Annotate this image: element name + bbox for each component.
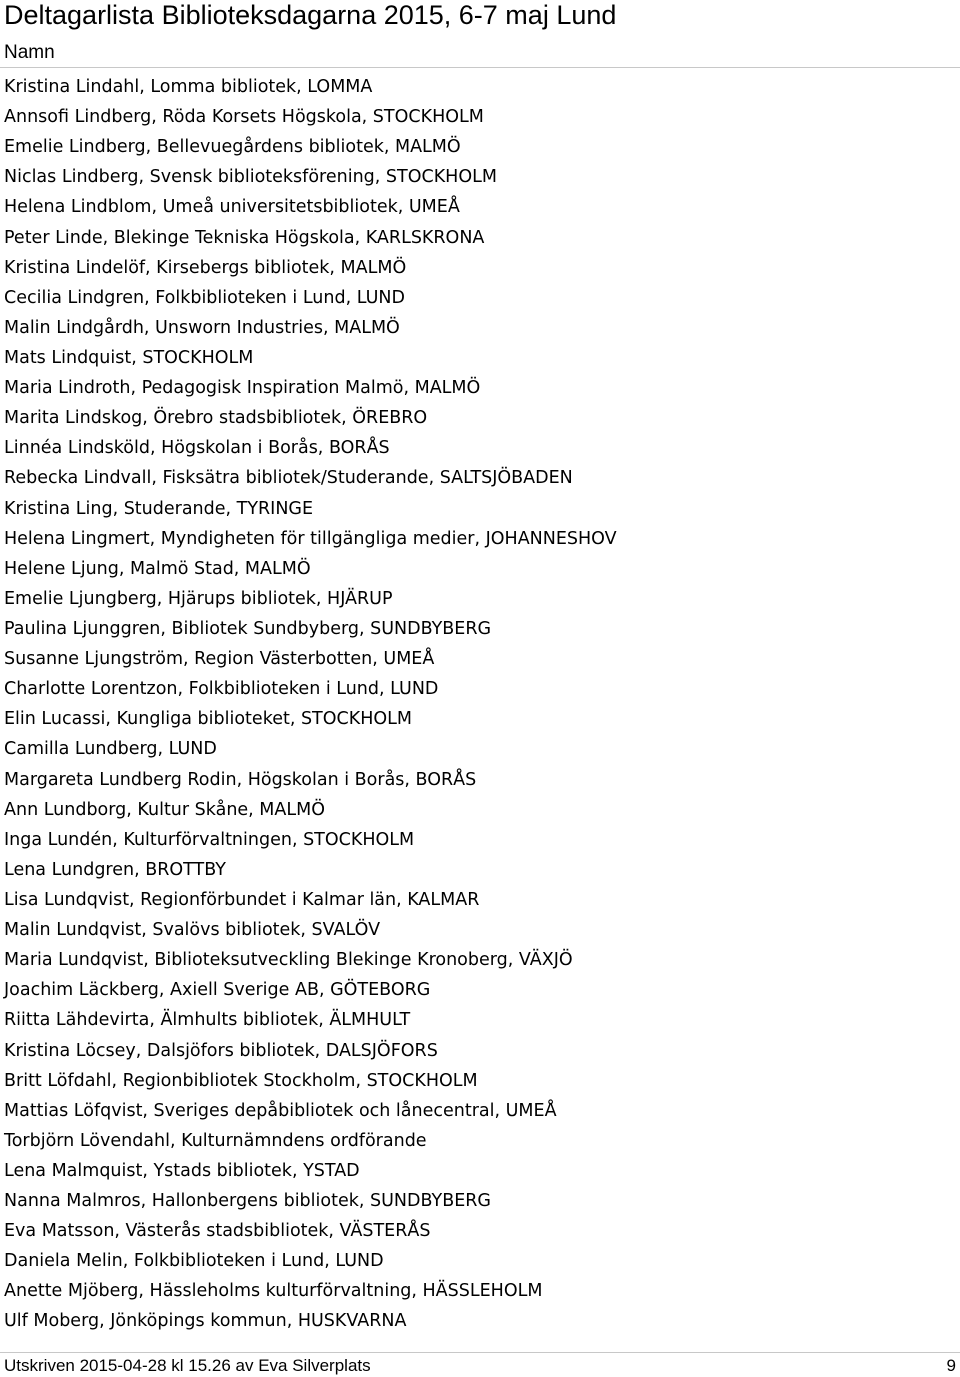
list-item: Maria Lindroth, Pedagogisk Inspiration Malmö, MALMÖ bbox=[4, 378, 481, 399]
list-item: Lena Lundgren, BROTTBY bbox=[4, 859, 226, 880]
list-item: Anette Mjöberg, Hässleholms kulturförvaltning, HÄSSLEHOLM bbox=[4, 1281, 543, 1302]
list-item: Kristina Ling, Studerande, TYRINGE bbox=[4, 498, 314, 519]
list-item: Joachim Läckberg, Axiell Sverige AB, GÖTEBORG bbox=[4, 980, 431, 1001]
list-item: Eva Matsson, Västerås stadsbibliotek, VÄSTERÅS bbox=[4, 1221, 431, 1242]
list-item: Britt Löfdahl, Regionbibliotek Stockholm, STOCKHOLM bbox=[4, 1070, 478, 1091]
page-title: Deltagarlista Biblioteksdagarna 2015, 6-7 maj Lund bbox=[4, 0, 617, 30]
list-item: Lena Malmquist, Ystads bibliotek, YSTAD bbox=[4, 1160, 360, 1181]
list-item: Rebecka Lindvall, Fisksätra bibliotek/Studerande, SALTSJÖBADEN bbox=[4, 468, 573, 489]
list-item: Marita Lindskog, Örebro stadsbibliotek, ÖREBRO bbox=[4, 408, 428, 429]
list-item: Cecilia Lindgren, Folkbiblioteken i Lund, LUND bbox=[4, 287, 405, 308]
list-item: Ulf Moberg, Jönköpings kommun, HUSKVARNA bbox=[4, 1311, 407, 1332]
list-item: Peter Linde, Blekinge Tekniska Högskola, KARLSKRONA bbox=[4, 227, 485, 248]
list-item: Lisa Lundqvist, Regionförbundet i Kalmar län, KALMAR bbox=[4, 889, 480, 910]
list-item: Camilla Lundberg, LUND bbox=[4, 739, 217, 760]
participant-list bbox=[4, 72, 617, 1337]
list-item: Ann Lundborg, Kultur Skåne, MALMÖ bbox=[4, 799, 325, 820]
list-item: Charlotte Lorentzon, Folkbiblioteken i Lund, LUND bbox=[4, 679, 439, 700]
list-item: Nanna Malmros, Hallonbergens bibliotek, SUNDBYBERG bbox=[4, 1191, 491, 1212]
list-item: Mattias Löfqvist, Sveriges depåbibliotek och lånecentral, UMEÅ bbox=[4, 1100, 557, 1121]
list-item: Maria Lundqvist, Biblioteksutveckling Blekinge Kronoberg, VÄXJÖ bbox=[4, 950, 573, 971]
footer-printed-info: Utskriven 2015-04-28 kl 15.26 av Eva Silverplats bbox=[4, 1356, 371, 1375]
list-item: Emelie Lindberg, Bellevuegårdens bibliotek, MALMÖ bbox=[4, 137, 461, 158]
list-item: Riitta Lähdevirta, Älmhults bibliotek, ÄLMHULT bbox=[4, 1010, 411, 1031]
list-item: Annsofi Lindberg, Röda Korsets Högskola, STOCKHOLM bbox=[4, 107, 484, 128]
list-item: Margareta Lundberg Rodin, Högskolan i Borås, BORÅS bbox=[4, 769, 477, 790]
list-item: Malin Lindgårdh, Unsworn Industries, MALMÖ bbox=[4, 317, 400, 338]
list-item: Kristina Lindahl, Lomma bibliotek, LOMMA bbox=[4, 77, 373, 97]
list-item: Linnéa Lindsköld, Högskolan i Borås, BORÅS bbox=[4, 438, 390, 459]
list-item: Torbjörn Lövendahl, Kulturnämndens ordförande bbox=[4, 1130, 427, 1151]
column-header-name: Namn bbox=[4, 42, 55, 63]
list-item: Inga Lundén, Kulturförvaltningen, STOCKHOLM bbox=[4, 829, 415, 850]
list-item: Daniela Melin, Folkbiblioteken i Lund, LUND bbox=[4, 1251, 384, 1272]
list-item: Elin Lucassi, Kungliga biblioteket, STOCKHOLM bbox=[4, 709, 413, 730]
header-divider bbox=[0, 67, 960, 68]
list-item: Helena Lingmert, Myndigheten för tillgängliga medier, JOHANNESHOV bbox=[4, 528, 617, 549]
page-number: 9 bbox=[946, 1356, 956, 1375]
list-item: Kristina Lindelöf, Kirsebergs bibliotek, MALMÖ bbox=[4, 257, 407, 278]
list-item: Malin Lundqvist, Svalövs bibliotek, SVALÖV bbox=[4, 920, 381, 941]
list-item: Mats Lindquist, STOCKHOLM bbox=[4, 347, 254, 368]
list-item: Kristina Löcsey, Dalsjöfors bibliotek, DALSJÖFORS bbox=[4, 1040, 438, 1061]
list-item: Susanne Ljungström, Region Västerbotten, UMEÅ bbox=[4, 649, 435, 670]
list-item: Emelie Ljungberg, Hjärups bibliotek, HJÄRUP bbox=[4, 588, 393, 609]
footer-divider bbox=[0, 1352, 960, 1353]
list-item: Niclas Lindberg, Svensk biblioteksförening, STOCKHOLM bbox=[4, 167, 497, 188]
list-item: Helene Ljung, Malmö Stad, MALMÖ bbox=[4, 558, 311, 579]
list-item: Paulina Ljunggren, Bibliotek Sundbyberg, SUNDBYBERG bbox=[4, 618, 492, 639]
list-item: Helena Lindblom, Umeå universitetsbibliotek, UMEÅ bbox=[4, 197, 460, 218]
